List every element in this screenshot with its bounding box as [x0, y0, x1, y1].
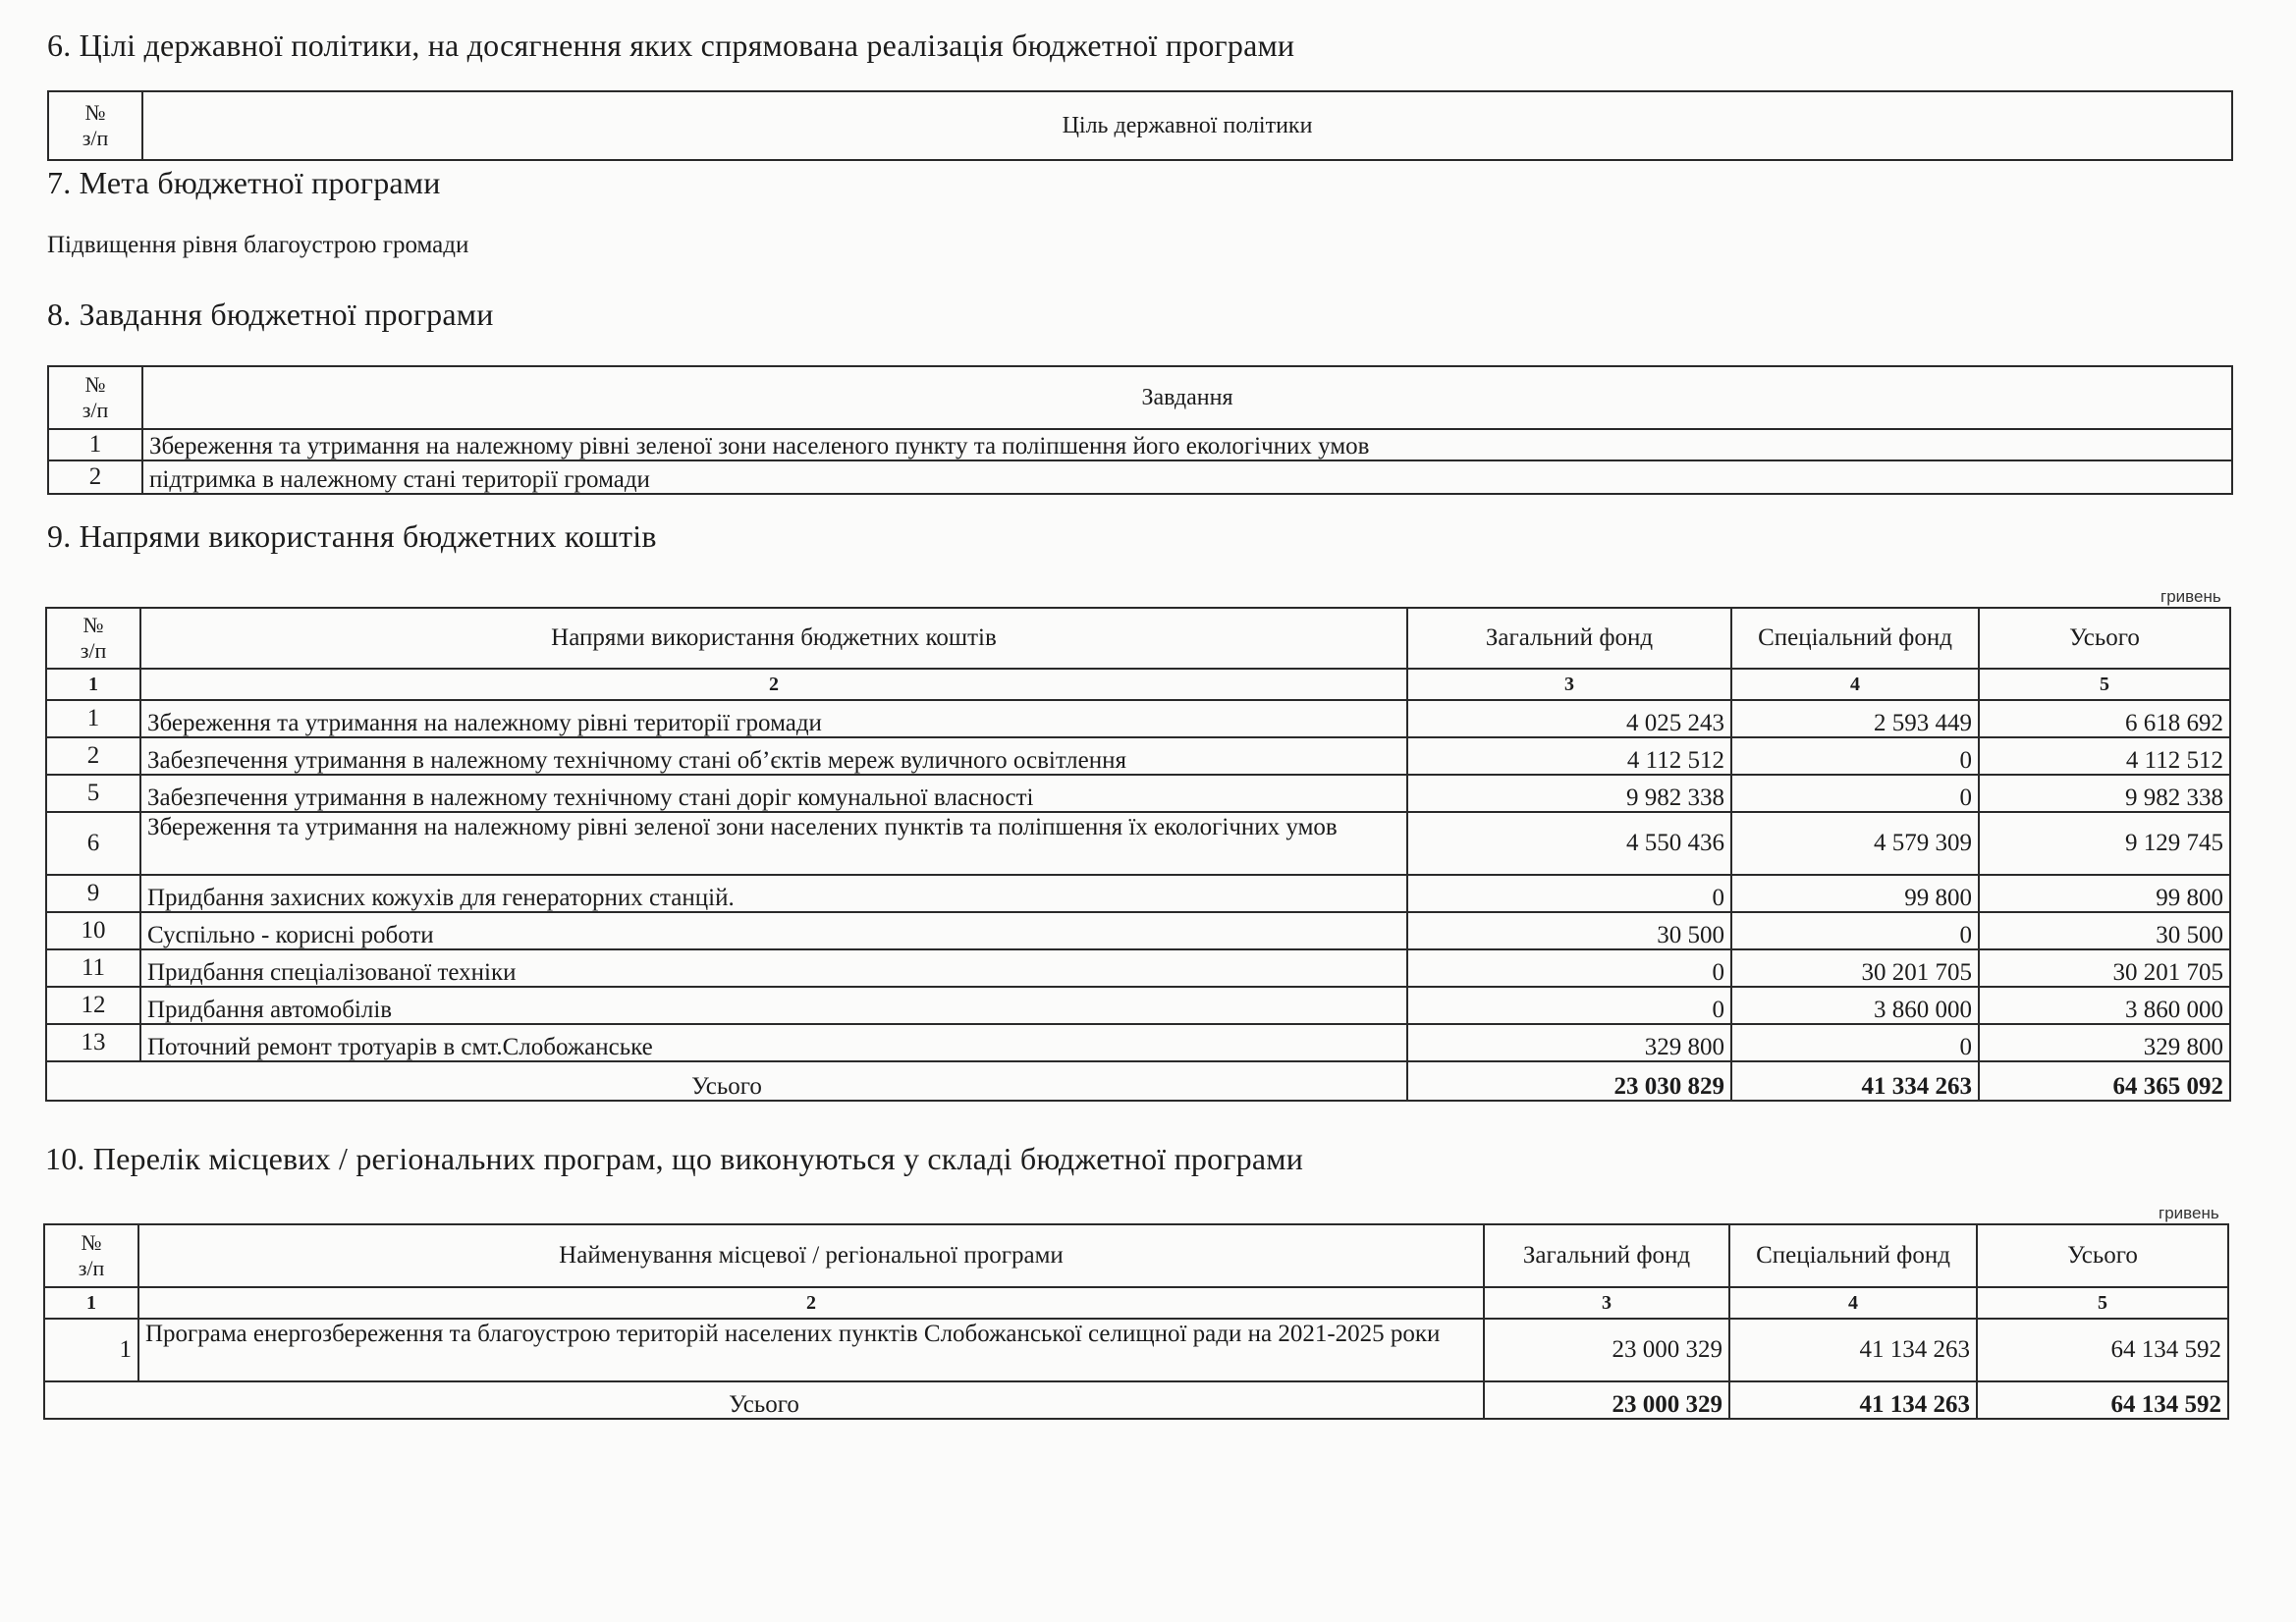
total-column-header: Усього	[1979, 608, 2230, 669]
local-programs-table	[43, 1223, 2229, 1420]
column-index: 5	[1977, 1287, 2228, 1319]
row-number: 5	[46, 775, 140, 812]
num-sublabel: з/п	[80, 638, 107, 663]
table-row	[44, 1319, 2228, 1381]
row-number: 6	[46, 812, 140, 875]
total-value: 9 982 338	[1979, 775, 2230, 812]
table-row	[46, 737, 2230, 775]
special-fund-value: 0	[1731, 1024, 1979, 1061]
column-index: 3	[1484, 1287, 1729, 1319]
total-value: 64 134 592	[1977, 1319, 2228, 1381]
column-index: 5	[1979, 669, 2230, 700]
num-sublabel: з/п	[82, 398, 109, 422]
section-6-heading: 6. Цілі державної політики, на досягнення яких спрямована реалізація бюджетної програми	[47, 27, 1295, 63]
special-fund-value: 0	[1731, 775, 1979, 812]
currency-unit-label: гривень	[2159, 1204, 2219, 1222]
total-label: Усього	[44, 1381, 1484, 1419]
total-value: 99 800	[1979, 875, 2230, 912]
section-10-heading: 10. Перелік місцевих / регіональних програм, що виконуються у складі бюджетної програми	[45, 1141, 1304, 1176]
special-fund-value: 2 593 449	[1731, 700, 1979, 737]
special-fund-column-header: Спеціальний фонд	[1731, 608, 1979, 669]
special-fund-value: 30 201 705	[1731, 949, 1979, 987]
program-tasks-table	[47, 365, 2233, 495]
general-fund-value: 9 982 338	[1407, 775, 1731, 812]
total-special-fund: 41 134 263	[1729, 1381, 1977, 1419]
num-label: №	[81, 1229, 102, 1255]
general-fund-column-header: Загальний фонд	[1407, 608, 1731, 669]
total-row	[46, 1061, 2230, 1101]
total-value: 30 201 705	[1979, 949, 2230, 987]
column-index: 1	[44, 1287, 138, 1319]
special-fund-value: 41 134 263	[1729, 1319, 1977, 1381]
table-row	[46, 875, 2230, 912]
general-fund-value: 4 112 512	[1407, 737, 1731, 775]
row-number: 1	[48, 429, 142, 460]
total-general-fund: 23 000 329	[1484, 1381, 1729, 1419]
table-row	[46, 775, 2230, 812]
row-number: 2	[46, 737, 140, 775]
total-all-funds: 64 134 592	[1977, 1381, 2228, 1419]
program-purpose-text: Підвищення рівня благоустрою громади	[47, 232, 469, 258]
row-number: 10	[46, 912, 140, 949]
total-value: 9 129 745	[1979, 812, 2230, 875]
task-text: підтримка в належному стані території громади	[142, 460, 2232, 494]
table-row	[46, 1024, 2230, 1061]
general-fund-value: 4 550 436	[1407, 812, 1731, 875]
general-fund-value: 0	[1407, 949, 1731, 987]
column-index-row	[46, 669, 2230, 700]
column-index: 1	[46, 669, 140, 700]
num-sublabel: з/п	[82, 126, 109, 150]
table-row	[46, 912, 2230, 949]
special-fund-value: 3 860 000	[1731, 987, 1979, 1024]
general-fund-value: 0	[1407, 987, 1731, 1024]
direction-name: Поточний ремонт тротуарів в смт.Слобожанське	[140, 1024, 1407, 1061]
num-column-header	[48, 91, 142, 160]
program-name: Програма енергозбереження та благоустрою територій населених пунктів Слобожанської селищної ради на 2021-2025 роки	[138, 1319, 1484, 1381]
total-all-funds: 64 365 092	[1979, 1061, 2230, 1101]
num-column-header	[46, 608, 140, 669]
direction-name: Суспільно - корисні роботи	[140, 912, 1407, 949]
table-row	[46, 949, 2230, 987]
task-text: Збереження та утримання на належному рівні зеленої зони населеного пункту та поліпшення його екологічних умов	[142, 429, 2232, 460]
direction-name: Забезпечення утримання в належному технічному стані доріг комунальної власності	[140, 775, 1407, 812]
num-label: №	[84, 371, 106, 397]
general-fund-value: 23 000 329	[1484, 1319, 1729, 1381]
table-row	[46, 700, 2230, 737]
column-index-row	[44, 1287, 2228, 1319]
row-number: 12	[46, 987, 140, 1024]
goal-column-header: Ціль державної політики	[142, 91, 2232, 160]
budget-directions-table	[45, 607, 2231, 1102]
table-row	[48, 429, 2232, 460]
row-number: 1	[46, 700, 140, 737]
special-fund-value: 0	[1731, 912, 1979, 949]
general-fund-column-header: Загальний фонд	[1484, 1224, 1729, 1287]
total-special-fund: 41 334 263	[1731, 1061, 1979, 1101]
table-row	[46, 987, 2230, 1024]
special-fund-value: 99 800	[1731, 875, 1979, 912]
direction-name: Забезпечення утримання в належному технічному стані об’єктів мереж вуличного освітлення	[140, 737, 1407, 775]
num-label: №	[84, 99, 106, 125]
num-sublabel: з/п	[78, 1256, 105, 1280]
total-value: 3 860 000	[1979, 987, 2230, 1024]
column-index: 2	[138, 1287, 1484, 1319]
program-column-header: Найменування місцевої / регіональної програми	[138, 1224, 1484, 1287]
table-row	[46, 812, 2230, 875]
direction-column-header: Напрями використання бюджетних коштів	[140, 608, 1407, 669]
column-index: 4	[1731, 669, 1979, 700]
column-index: 4	[1729, 1287, 1977, 1319]
total-general-fund: 23 030 829	[1407, 1061, 1731, 1101]
general-fund-value: 30 500	[1407, 912, 1731, 949]
currency-unit-label: гривень	[2160, 587, 2221, 606]
row-number: 11	[46, 949, 140, 987]
task-column-header: Завдання	[142, 366, 2232, 429]
section-7-heading: 7. Мета бюджетної програми	[47, 165, 441, 200]
table-row	[48, 460, 2232, 494]
total-value: 329 800	[1979, 1024, 2230, 1061]
section-8-heading: 8. Завдання бюджетної програми	[47, 297, 494, 332]
general-fund-value: 4 025 243	[1407, 700, 1731, 737]
total-value: 4 112 512	[1979, 737, 2230, 775]
special-fund-value: 4 579 309	[1731, 812, 1979, 875]
row-number: 13	[46, 1024, 140, 1061]
num-column-header	[44, 1224, 138, 1287]
row-number: 2	[48, 460, 142, 494]
direction-name: Придбання захисних кожухів для генераторних станцій.	[140, 875, 1407, 912]
num-label: №	[82, 612, 104, 637]
row-number: 1	[44, 1319, 138, 1381]
direction-name: Збереження та утримання на належному рівні зеленої зони населених пунктів та поліпшення їх екологічних умов	[140, 812, 1407, 875]
general-fund-value: 329 800	[1407, 1024, 1731, 1061]
total-label: Усього	[46, 1061, 1407, 1101]
column-index: 2	[140, 669, 1407, 700]
total-value: 30 500	[1979, 912, 2230, 949]
policy-goals-table	[47, 90, 2233, 161]
num-column-header	[48, 366, 142, 429]
row-number: 9	[46, 875, 140, 912]
total-value: 6 618 692	[1979, 700, 2230, 737]
direction-name: Придбання спеціалізованої техніки	[140, 949, 1407, 987]
special-fund-column-header: Спеціальний фонд	[1729, 1224, 1977, 1287]
total-row	[44, 1381, 2228, 1419]
direction-name: Придбання автомобілів	[140, 987, 1407, 1024]
total-column-header: Усього	[1977, 1224, 2228, 1287]
column-index: 3	[1407, 669, 1731, 700]
direction-name: Збереження та утримання на належному рівні території громади	[140, 700, 1407, 737]
general-fund-value: 0	[1407, 875, 1731, 912]
special-fund-value: 0	[1731, 737, 1979, 775]
section-9-heading: 9. Напрями використання бюджетних коштів	[47, 518, 657, 554]
